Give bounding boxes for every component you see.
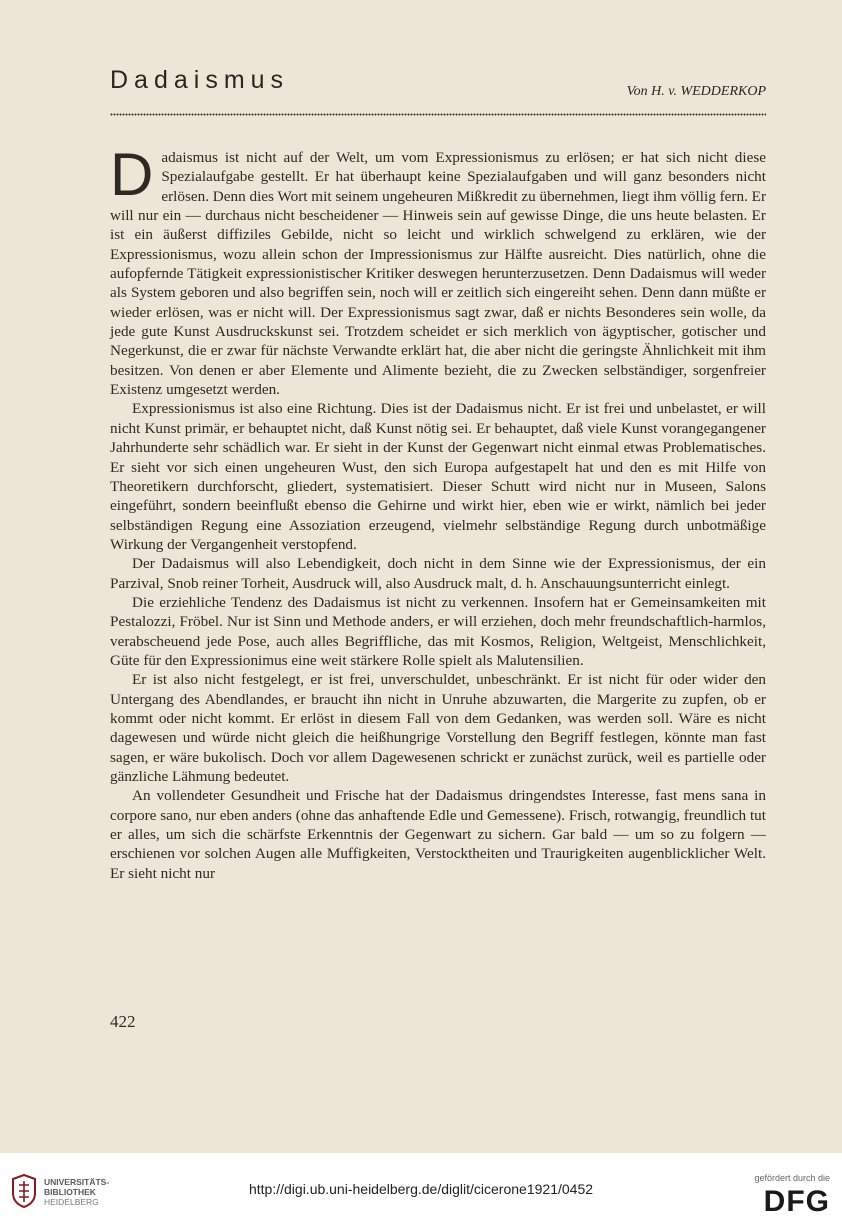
paragraph-5: Er ist also nicht festgelegt, er ist frei, unverschuldet, unbeschränkt. Er ist nicht für oder wider den Untergang des Abendlandes, er braucht ihn nicht in Unruhe abzuwarten, die Margerite zu zupfen, ob er kommt oder nicht kommt. Er erlöst in diesem Fall von dem Gedanken, was werden soll. Wäre es nicht dagewesen und würde nicht gleich die heißhungrige Vorstellung den Begriff festlegen, könnte man fast sagen, er wäre bukolisch. Doch vor allem Dagewesenen schrickt er zunächst zurück, weil es partielle oder gänzliche Lähmung bedeutet. (110, 671, 766, 785)
page-number: 422 (110, 1012, 136, 1031)
paragraph-1 (110, 141, 766, 399)
paragraph-2: Expressionismus ist also eine Richtung. Dies ist der Dadaismus nicht. Er ist frei und unbelastet, er will nicht Kunst primär, er behauptet nicht, daß Kunst nötig sei. Er behauptet, daß viele Kunst vorangegangener Jahrhunderte sehr schädlich war. Er sieht in der Kunst der Gegenwart nicht einmal etwas Problematisches. Er sieht vor sich einen ungeheuren Wust, den sich Europa aufgestapelt hat und den es mit Hilfe von Theoretikern durchforscht, gliedert, systematisiert. Dieser Schutt wird nicht nur in Museen, Salons eingeführt, sondern beeinflußt ebenso die Gehirne und wirkt hier, eben wie er wirkt, nämlich bei jeder selbständigen Regung eine Assoziation erzeugend, vielmehr selbständige Regung durch unbotmäßige Wirkung der Vergangenheit verstopfend. (110, 400, 766, 553)
dotted-divider (110, 113, 766, 116)
funding-note: gefördert durch die (754, 1173, 830, 1183)
paragraph-1-text: adaismus ist nicht auf der Welt, um vom Expressionismus zu erlösen; er hat sich nicht diese Spezialaufgabe gestellt. Er hat überhaupt keine Spezialaufgaben und will ganz besonders nicht erlösen. Denn dies Wort mit seinem ungeheuren Mißkredit zu übernehmen, liegt ihm völlig fern. Er will nur ein — durchaus nicht bescheidener — Hinweis sein auf gewisse Dinge, die uns heute belasten. Er ist ein äußerst diffiziles Gebilde, nicht so leicht und wirklich schwelgend zu erklären, wie der Expressionismus, wozu allein schon der Impressionismus zur Hälfte ausreicht. Dies natürlich, ohne die aufopfernde Tätigkeit expressionistischer Kritiker deswegen herunterzusetzen. Denn Dadaismus will weder als System geboren und also begriffen sein, noch will er zeitlich sich eingereiht sehen. Denn dann müßte er wieder erlösen, was er nicht will. Der Expressionismus sagt zwar, daß er nichts Besonderes sein wolle, da jede gute Kunst Ausdruckskunst sei. Trotzdem scheidet er sich merklich von ägyptischer, gotischer und Negerkunst, die er zwar für nächste Verwandte erklärt hat, die aber nicht die geringste Ähnlichkeit mit ihm besitzen. Von denen er aber Elemente und Alimente bezieht, die zu Zwecken selbständiger, sorgenfreier Existenz umgesetzt werden. (110, 149, 766, 399)
author-byline: Von H. v. WEDDERKOP (626, 84, 766, 99)
library-name: UNIVERSITÄTS- BIBLIOTHEK HEIDELBERG (44, 1177, 110, 1207)
article-body (110, 141, 766, 883)
permalink[interactable]: http://digi.ub.uni-heidelberg.de/diglit/cicerone1921/0452 (248, 1181, 594, 1197)
article-title: Dadaismus (110, 66, 290, 94)
dfg-logo: DFG (763, 1185, 830, 1218)
viewer-footer (0, 1153, 842, 1227)
paragraph-3: Der Dadaismus will also Lebendigkeit, doch nicht in dem Sinne wie der Expressionismus, der ein Parzival, Snob reiner Torheit, Ausdruck will, also Ausdruck malt, d. h. Anschauungsunterricht einlegt. (110, 555, 766, 592)
paragraph-6: An vollendeter Gesundheit und Frische hat der Dadaismus dringendstes Interesse, fast mens sana in corpore sano, nur eben anders (ohne das anhaftende Edle und Gemessene). Frisch, rotwangig, freundlich tut er alles, um sich die schärfste Erkenntnis der Gegenwart zu sichern. Gar bald — um so zu folgern — erschienen vor solchen Augen alle Muffigkeiten, Verstocktheiten und Traurigkeiten augenblicklicher Welt. Er sieht nicht nur (110, 787, 766, 882)
drop-cap: D (110, 141, 154, 208)
paragraph-4: Die erziehliche Tendenz des Dadaismus ist nicht zu verkennen. Insofern hat er Gemeinsamkeiten mit Pestalozzi, Fröbel. Nur ist Sinn und Methode anders, er will erziehen, doch mehr freundschaftlich-harmlos, verabscheuend jede Pose, auch alles Begriffliche, das mit Kosmos, Religion, Weltgeist, Menschlichkeit, Güte für den Expressionimus eine weit stärkere Rolle spielt als Malutensilien. (110, 593, 766, 669)
